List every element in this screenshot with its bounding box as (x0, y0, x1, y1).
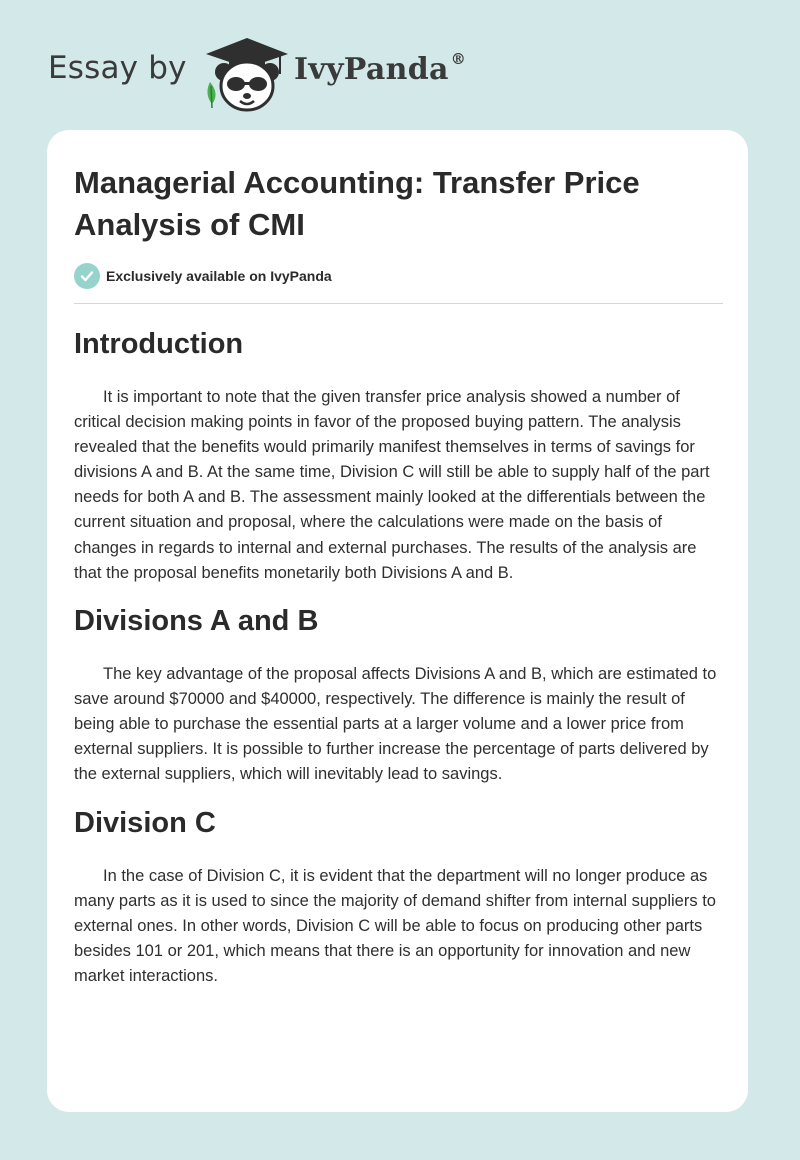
brand-name[interactable]: IvyPanda ® (294, 50, 467, 87)
section-heading-introduction: Introduction (74, 328, 244, 360)
section-paragraph-division-c: In the case of Division C, it is evident that the department will no longer produce as many parts as it is used to since the majority of demand shifter from internal suppliers to external ones. In other words, Division C will be able to focus on producing other parts besides 101 or 201, which means that there is an opportunity for innovation and new market interactions. (74, 867, 716, 986)
section-heading-division-c: Division C (74, 807, 216, 839)
exclusive-badge (74, 263, 332, 289)
article-title: Managerial Accounting: Transfer Price Analysis of CMI (74, 165, 640, 242)
site-header (46, 30, 466, 110)
essay-by-label: Essay by (48, 50, 187, 86)
exclusive-label: Exclusively available on IvyPanda (106, 268, 332, 284)
divider (74, 303, 723, 304)
check-icon (74, 263, 100, 289)
section-paragraph-introduction: It is important to note that the given transfer price analysis showed a number of critical decision making points in favor of the proposed buying pattern. The analysis revealed that the benefits would primarily manifest themselves in terms of savings for divisions A and B. At the same time, Division C will still be able to supply half of the part needs for both A and B. The assessment mainly looked at the differentials between the current situation and proposal, where the calculations were made on the basis of changes in regards to internal and external purchases. The results of the analysis are that the proposal benefits monetarily both Divisions A and B. (74, 388, 710, 582)
panda-logo-icon[interactable] (202, 34, 292, 114)
article-card (47, 130, 748, 1112)
registered-mark: ® (450, 50, 467, 68)
section-heading-divisions-a-b: Divisions A and B (74, 605, 319, 637)
section-paragraph-divisions-a-b: The key advantage of the proposal affects Divisions A and B, which are estimated to save around $70000 and $40000, respectively. The difference is mainly the result of being able to purchase the essential parts at a larger volume and a lower price from external suppliers. It is possible to further increase the percentage of parts delivered by the external suppliers, which will inevitably lead to savings. (74, 665, 717, 784)
